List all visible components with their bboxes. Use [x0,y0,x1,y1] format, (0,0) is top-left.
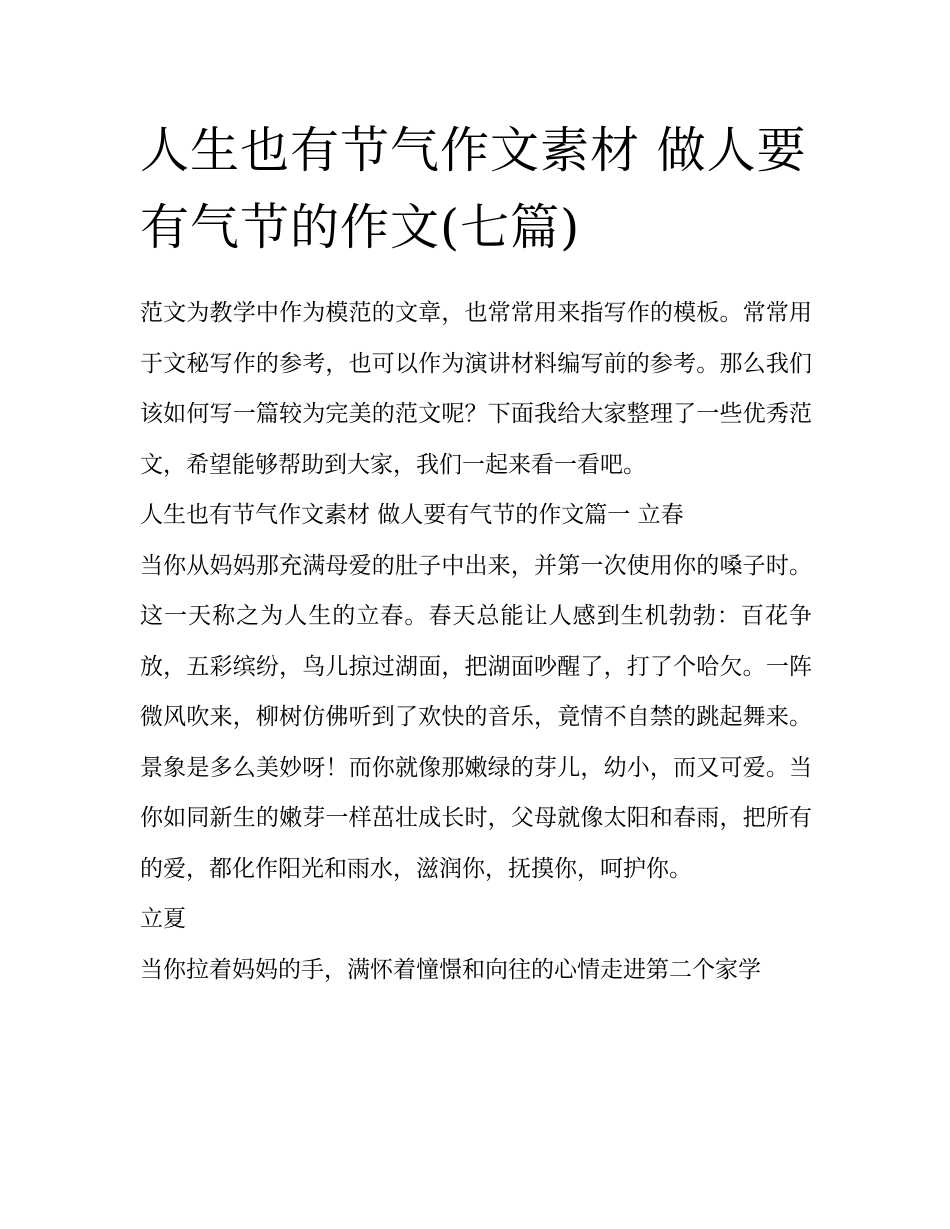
section-body-lixia: 当你拉着妈妈的手，满怀着憧憬和向往的心情走进第二个家学 [140,956,761,983]
intro-paragraph: 范文为教学中作为模范的文章，也常常用来指写作的模板。常常用于文秘写作的参考，也可以作为演讲材料编写前的参考。那么我们该如何写一篇较为完美的范文呢？下面我给大家整理了一些优秀范文，希望能够帮助到大家，我们一起来看一看吧。 [140,300,812,478]
document-page [140,112,812,995]
document-title: 人生也有节气作文素材 做人要有气节的作文(七篇) [140,122,807,256]
section-body-lichun: 当你从妈妈那充满母爱的肚子中出来，并第一次使用你的嗓子时。这一天称之为人生的立春。春天总能让人感到生机勃勃：百花争放，五彩缤纷，鸟儿掠过湖面，把湖面吵醒了，打了个哈欠。一阵微风吹来，柳树仿佛听到了欢快的音乐，竟情不自禁的跳起舞来。景象是多么美妙呀！而你就像那嫩绿的芽儿，幼小，而又可爱。当你如同新生的嫩芽一样茁壮成长时，父母就像太阳和春雨，把所有的爱，都化作阳光和雨水，滋润你，抚摸你，呵护你。 [140,552,812,882]
section-heading-lixia: 立夏 [140,906,186,932]
section-heading-lichun: 人生也有节气作文素材 做人要有气节的作文篇一 立春 [140,502,684,528]
